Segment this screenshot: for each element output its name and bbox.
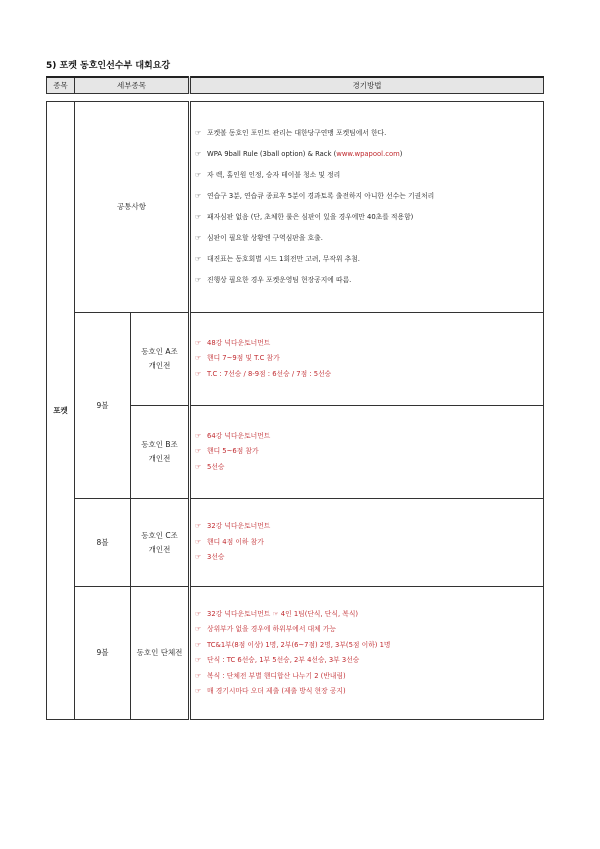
pointing-hand-icon: ☞ (195, 171, 202, 179)
event-b-name: 동호인 B조 개인전 (131, 406, 190, 499)
pointing-hand-icon: ☞ (195, 255, 202, 263)
rule-line: ☞ 포켓볼 동호인 포인트 관리는 대한당구연맹 포켓팀에서 한다. (195, 123, 543, 144)
pointing-hand-icon: ☞ (195, 338, 202, 347)
pointing-hand-icon: ☞ (195, 276, 202, 284)
rule-line: ☞ 대진표는 동호회별 시드 1회전만 고려, 무작위 추첨. (195, 249, 543, 270)
wpa-link[interactable]: www.wpapool.com (336, 150, 400, 158)
rule-line: ☞ 매 경기시마다 오더 제출 (제출 방식 현장 공지) (195, 684, 543, 700)
rule-line: ☞ 자 렉, 홀인원 인정, 승자 테이블 청소 및 정리 (195, 165, 543, 186)
event-team-rules (190, 587, 544, 720)
rule-line: ☞ 심판이 필요할 상황엔 구역심판을 호출. (195, 228, 543, 249)
rule-line: ☞ 복식 : 단체전 부별 핸디합산 나누기 2 (반내림) (195, 669, 543, 685)
rule-line: ☞ 3선승 (195, 550, 543, 566)
pointing-hand-icon: ☞ (195, 522, 202, 531)
pointing-hand-icon: ☞ (195, 354, 202, 363)
rule-line: ☞ 진행상 필요한 경우 포켓운영팀 현장공지에 따름. (195, 270, 543, 291)
pointing-hand-icon: ☞ (195, 431, 202, 440)
rule-line: ☞ 핸디 5~6점 참가 (195, 444, 543, 460)
game-8ball: 8볼 (75, 499, 131, 587)
event-c-rules (190, 499, 544, 587)
event-a-rules (190, 313, 544, 406)
common-label: 공통사항 (75, 102, 190, 313)
header-method: 경기방법 (190, 77, 544, 94)
header-sport: 종목 (47, 77, 75, 94)
game-9ball-team: 9볼 (75, 587, 131, 720)
rules-table (46, 76, 544, 720)
event-b-rules (190, 406, 544, 499)
pointing-hand-icon: ☞ (195, 640, 202, 649)
pointing-hand-icon: ☞ (195, 150, 202, 158)
rule-line: ☞ 32강 넉다운토너먼트 ☞ 4인 1팀(단식, 단식, 복식) (195, 607, 543, 623)
pointing-hand-icon: ☞ (195, 129, 202, 137)
rule-line: ☞ 5선승 (195, 460, 543, 476)
common-rules (190, 102, 544, 313)
pointing-hand-icon: ☞ (195, 213, 202, 221)
pointing-hand-icon: ☞ (195, 553, 202, 562)
rule-line: ☞ 32강 넉다운토너먼트 (195, 519, 543, 535)
pointing-hand-icon: ☞ (195, 192, 202, 200)
rule-line: ☞ T.C : 7선승 / 8-9점 : 6선승 / 7점 : 5선승 (195, 367, 543, 383)
rule-line: ☞ 패자심판 없음 (단, 초체한 룰은 심판이 있을 경우에만 40초를 적용함) (195, 207, 543, 228)
pointing-hand-icon: ☞ (195, 447, 202, 456)
rule-line: ☞ 핸디 7~9점 및 T.C 참가 (195, 351, 543, 367)
pointing-hand-icon: ☞ (195, 369, 202, 378)
pointing-hand-icon: ☞ (195, 537, 202, 546)
rule-line: ☞ 상위부가 없을 경우에 하위부에서 대체 가능 (195, 622, 543, 638)
pointing-hand-icon: ☞ (195, 687, 202, 695)
header-detail: 세부종목 (75, 77, 190, 94)
rule-line: ☞ WPA 9ball Rule (3ball option) & Rack (www.wpapool.com) (195, 144, 543, 165)
page-title: 5) 포켓 동호인선수부 대회요강 (46, 61, 171, 71)
event-a-name: 동호인 A조 개인전 (131, 313, 190, 406)
rule-line: ☞ 64강 넉다운토너먼트 (195, 429, 543, 445)
event-team-name: 동호인 단체전 (131, 587, 190, 720)
pointing-hand-icon: ☞ (195, 234, 202, 242)
rule-line: ☞ 48강 넉다운토너먼트 (195, 336, 543, 352)
rule-line: ☞ 단식 : TC 6선승, 1부 5선승, 2부 4선승, 3부 3선승 (195, 653, 543, 669)
event-c-name: 동호인 C조 개인전 (131, 499, 190, 587)
sport-cell: 포켓 (47, 102, 75, 720)
rule-line: ☞ TC&1부(8점 이상) 1명, 2부(6~7점) 2명, 3부(5점 이하) 1명 (195, 638, 543, 654)
pointing-hand-icon: ☞ (195, 671, 202, 680)
pointing-hand-icon: ☞ (195, 462, 202, 471)
rule-line: ☞ 핸디 4점 이하 참가 (195, 535, 543, 551)
rule-line: ☞ 연습구 3분, 연습큐 종료후 5분이 경과토록 출전하지 아니한 선수는 기권처리 (195, 186, 543, 207)
game-9ball: 9볼 (75, 313, 131, 499)
pointing-hand-icon: ☞ (195, 625, 202, 633)
pointing-hand-icon: ☞ (195, 609, 202, 618)
pointing-hand-icon: ☞ (195, 656, 202, 664)
